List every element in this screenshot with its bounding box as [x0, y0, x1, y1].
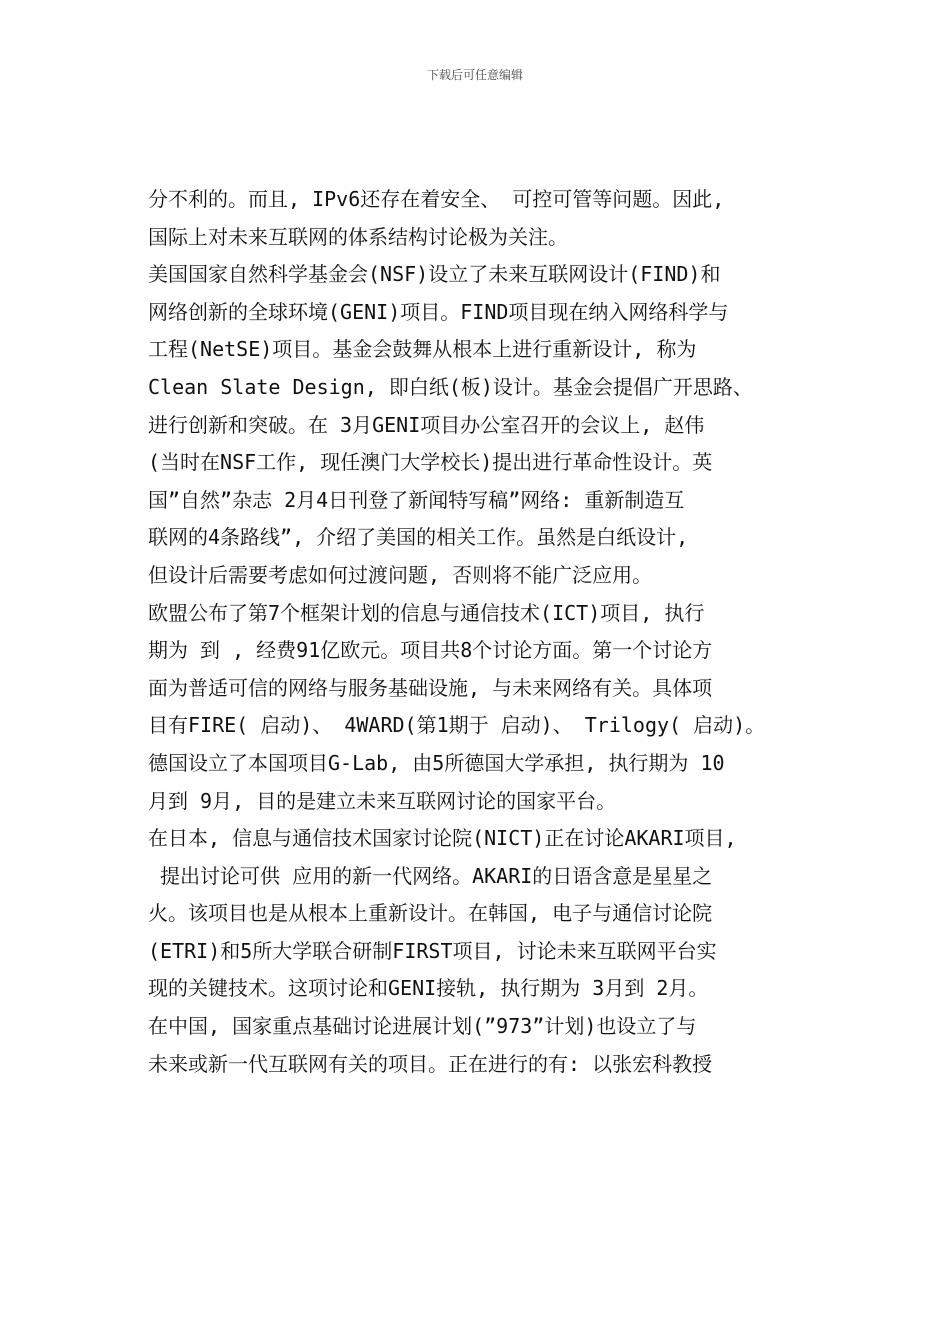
text-line: 在中国, 国家重点基础讨论进展计划(”973”计划)也设立了与 — [148, 1014, 697, 1039]
text-line: 德国设立了本国项目G-Lab, 由5所德国大学承担, 执行期为 10 — [148, 750, 725, 775]
text-line: 但设计后需要考虑如何过渡问题, 否则将不能广泛应用。 — [148, 562, 653, 587]
text-line: Clean Slate Design, 即白纸(板)设计。基金会提倡广开思路、 — [148, 374, 753, 399]
text-line: 工程(NetSE)项目。基金会鼓舞从根本上进行重新设计, 称为 — [148, 337, 697, 362]
text-line: 期为 到 , 经费91亿欧元。项目共8个讨论方面。第一个讨论方 — [148, 638, 713, 663]
text-line: 联网的4条路线”, 介绍了美国的相关工作。虽然是白纸设计, — [148, 525, 689, 550]
text-line: 美国国家自然科学基金会(NSF)设立了未来互联网设计(FIND)和 — [148, 262, 721, 287]
text-line: 面为普适可信的网络与服务基础设施, 与未来网络有关。具体项 — [148, 675, 713, 700]
text-line: 目有FIRE( 启动)、 4WARD(第1期于 启动)、 Trilogy( 启动)。 — [148, 713, 766, 738]
text-line: 分不利的。而且, IPv6还存在着安全、 可控可管等问题。因此, — [148, 187, 725, 211]
text-line: 在日本, 信息与通信技术国家讨论院(NICT)正在讨论AKARI项目, — [148, 826, 737, 851]
text-line: 欧盟公布了第7个框架计划的信息与通信技术(ICT)项目, 执行 — [148, 600, 705, 625]
text-line: 进行创新和突破。在 3月GENI项目办公室召开的会议上, 赵伟 — [148, 412, 705, 437]
body-text — [148, 181, 813, 1083]
text-line: 未来或新一代互联网有关的项目。正在进行的有: 以张宏科教授 — [148, 1051, 713, 1076]
text-line: 网络创新的全球环境(GENI)项目。FIND项目现在纳入网络科学与 — [148, 299, 729, 324]
text-line: 提出讨论可供 应用的新一代网络。AKARI的日语含意是星星之 — [148, 863, 713, 888]
text-line: 月到 9月, 目的是建立未来互联网讨论的国家平台。 — [148, 788, 617, 813]
text-line: 火。该项目也是从根本上重新设计。在韩国, 电子与通信讨论院 — [148, 901, 713, 926]
text-line: 现的关键技术。这项讨论和GENI接轨, 执行期为 3月到 2月。 — [148, 976, 709, 1001]
page-header: 下载后可任意编辑 — [426, 68, 523, 82]
text-line: (当时在NSF工作, 现任澳门大学校长)提出进行革命性设计。英 — [148, 450, 713, 475]
text-line: 国际上对未来互联网的体系结构讨论极为关注。 — [148, 224, 568, 249]
text-line: (ETRI)和5所大学联合研制FIRST项目, 讨论未来互联网平台实 — [148, 938, 717, 963]
text-line: 国”自然”杂志 2月4日刊登了新闻特写稿”网络: 重新制造互 — [148, 487, 685, 512]
